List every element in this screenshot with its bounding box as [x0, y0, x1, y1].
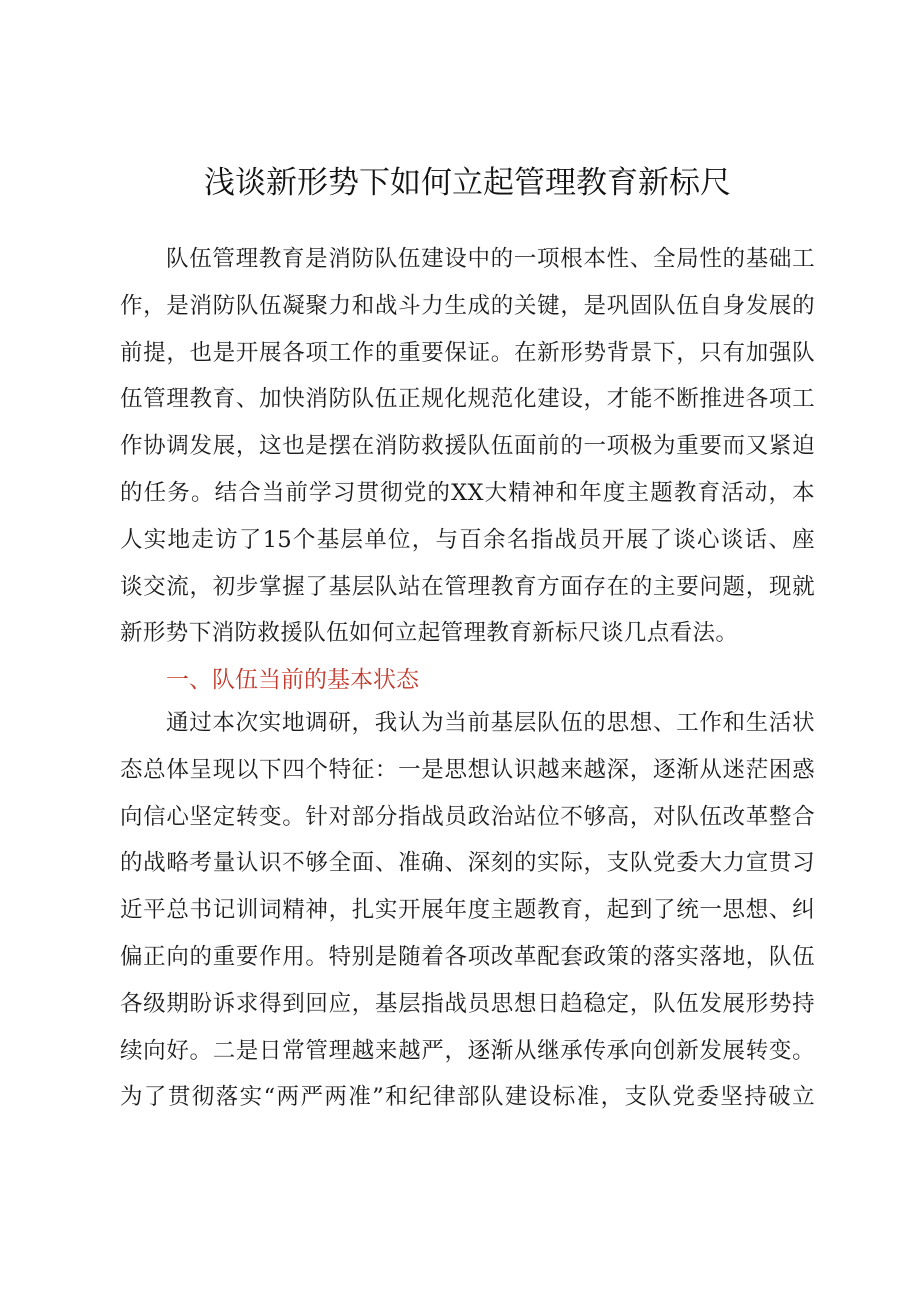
paragraph-line: 各级期盼诉求得到回应，基层指战员思想日趋稳定，队伍发展形势持 — [120, 990, 815, 1017]
paragraph-intro — [120, 236, 815, 657]
paragraph-line: 队伍管理教育是消防队伍建设中的一项根本性、全局性的基础工 — [166, 246, 815, 272]
paragraph-line: 态总体呈现以下四个特征：一是思想认识越来越深，逐渐从迷茫困惑 — [120, 756, 815, 783]
paragraph-line: 新形势下消防救援队伍如何立起管理教育新标尺谈几点看法。 — [120, 620, 739, 647]
document-title: 浅谈新形势下如何立起管理教育新标尺 — [204, 165, 731, 201]
paragraph-line: 的任务。结合当前学习贯彻党的XX大精神和年度主题教育活动，本 — [120, 479, 815, 506]
paragraph-line: 续向好。二是日常管理越来越严，逐渐从继承传承向创新发展转变。 — [120, 1037, 815, 1064]
paragraph-line: 作协调发展，这也是摆在消防救援队伍面前的一项极为重要而又紧迫 — [120, 433, 815, 460]
paragraph-line: 谈交流，初步掌握了基层队站在管理教育方面存在的主要问题，现就 — [120, 573, 815, 600]
section-heading: 一、队伍当前的基本状态 — [166, 667, 419, 693]
paragraph-line: 的战略考量认识不够全面、准确、深刻的实际，支队党委大力宣贯习 — [120, 850, 815, 877]
paragraph-line: 近平总书记训词精神，扎实开展年度主题教育，起到了统一思想、纠 — [120, 897, 815, 924]
paragraph-line: 向信心坚定转变。针对部分指战员政治站位不够高，对队伍改革整合 — [120, 803, 815, 830]
paragraph-line: 前提，也是开展各项工作的重要保证。在新形势背景下，只有加强队 — [120, 339, 815, 366]
paragraph-line: 为了贯彻落实“两严两准”和纪律部队建设标准，支队党委坚持破立 — [120, 1084, 815, 1111]
paragraph-line: 人实地走访了15个基层单位，与百余名指战员开展了谈心谈话、座 — [120, 526, 815, 553]
paragraph-section1 — [120, 700, 815, 1121]
paragraph-line: 偏正向的重要作用。特别是随着各项改革配套政策的落实落地，队伍 — [120, 943, 815, 970]
paragraph-line: 伍管理教育、加快消防队伍正规化规范化建设，才能不断推进各项工 — [120, 386, 815, 413]
paragraph-line: 作，是消防队伍凝聚力和战斗力生成的关键，是巩固队伍自身发展的 — [120, 292, 815, 319]
paragraph-line: 通过本次实地调研，我认为当前基层队伍的思想、工作和生活状 — [166, 710, 815, 736]
